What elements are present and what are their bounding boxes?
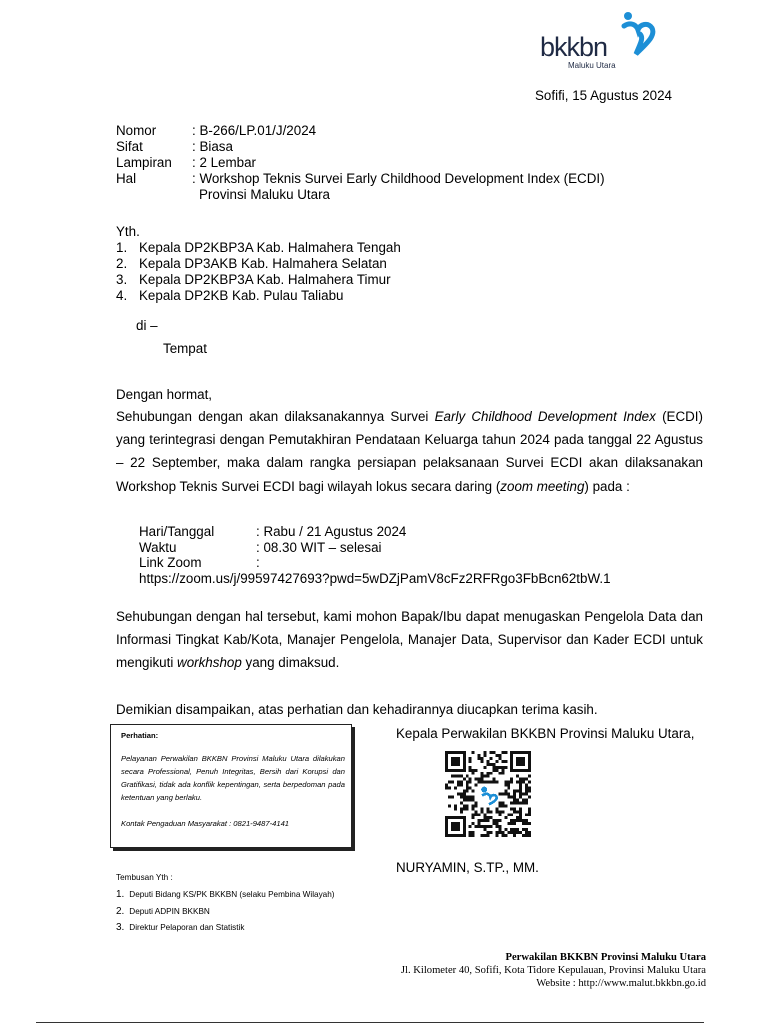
para1-text-c: (ECDI) yang terintegrasi dengan Pemutakhiran Pendataan Keluarga tahun 2024 pada tanggal 22 Agustus – 22 September, maka dalam rangka persiapan pelaksanaan Survei ECDI akan dilaksanakan Workshop Teknis Survei ECDI bagi wilayah lokus secara daring ( — [116, 409, 703, 494]
footer-website[interactable]: Website : http://www.malut.bkkbn.go.id — [536, 978, 706, 989]
para2-text-c: yang dimaksud. — [241, 655, 340, 671]
recipient-number: 3. — [116, 272, 128, 287]
footer-address: Jl. Kilometer 40, Sofifi, Kota Tidore Kepulauan, Provinsi Maluku Utara — [400, 965, 706, 976]
para2-text-a: Sehubungan dengan hal tersebut, kami mohon Bapak/Ibu dapat menugaskan Pengelola Data dan Informasi Tingkat Kab/Kota, Manajer Pengelola, Manajer Data, Supervisor dan Kader ECDI untuk mengikuti — [116, 609, 703, 671]
schedule-label: Link Zoom — [139, 555, 202, 570]
bkkbn-logo — [540, 8, 660, 74]
para1-text-e: ) pada : — [584, 478, 630, 494]
para1-italic-zoom: zoom meeting — [500, 478, 585, 494]
body-paragraph-1 — [116, 405, 703, 498]
recipient-item: Kepala DP2KB Kab. Pulau Taliabu — [139, 288, 344, 303]
logo-subtitle: Maluku Utara — [568, 61, 616, 70]
recipient-item: Kepala DP2KBP3A Kab. Halmahera Tengah — [139, 240, 401, 255]
greeting: Dengan hormat, — [116, 387, 213, 402]
integrity-notice-box — [110, 724, 352, 848]
schedule-label: Hari/Tanggal — [139, 524, 215, 539]
recipient-number: 4. — [116, 288, 128, 303]
signatory-title: Kepala Perwakilan BKKBN Provinsi Maluku Utara, — [396, 726, 695, 741]
recipient-number: 2. — [116, 256, 128, 271]
recipient-item: Kepala DP2KBP3A Kab. Halmahera Timur — [139, 272, 391, 287]
para1-italic-ecdi: Early Childhood Development Index — [434, 409, 656, 424]
recipient-item: Kepala DP3AKB Kab. Halmahera Selatan — [139, 256, 387, 271]
tembusan-text: Deputi Bidang KS/PK BKKBN (selaku Pembina Wilayah) — [129, 890, 335, 899]
notice-contact: Kontak Pengaduan Masyarakat : 0821-9487-4141 — [121, 819, 290, 828]
field-nomor-label: Nomor — [116, 123, 157, 138]
schedule-value: : Rabu / 21 Agustus 2024 — [256, 524, 407, 539]
field-lampiran-value: : 2 Lembar — [192, 155, 257, 170]
notice-body: Pelayanan Perwakilan BKKBN Provinsi Maluku Utara dilakukan secara Professional, Penuh Integritas, Bersih dari Korupsi dan Gratifikasi, tidak ada konflik kepentingan, serta berpedoman pada ketentuan yang berlaku. — [121, 754, 345, 802]
tembusan-number: 1. — [116, 889, 125, 900]
signatory-name: NURYAMIN, S.TP., MM. — [396, 860, 539, 875]
schedule-label: Waktu — [139, 540, 177, 555]
field-lampiran-label: Lampiran — [116, 155, 172, 170]
schedule-value: : — [256, 555, 260, 570]
footer-organization: Perwakilan BKKBN Provinsi Maluku Utara — [505, 952, 706, 963]
notice-title: Perhatian: — [121, 731, 159, 740]
field-nomor-value: : B-266/LP.01/J/2024 — [192, 123, 317, 138]
body-paragraph-2 — [116, 605, 703, 675]
page-bottom-divider — [36, 1022, 704, 1023]
tembusan-item — [116, 906, 210, 918]
logo-wordmark: bkkbn — [540, 32, 608, 62]
tembusan-item — [116, 922, 244, 934]
field-sifat-value: : Biasa — [192, 139, 233, 154]
tembusan-number: 3. — [116, 922, 125, 933]
tembusan-title: Tembusan Yth : — [116, 873, 173, 882]
di-label: di – — [136, 318, 158, 333]
recipient-number: 1. — [116, 240, 128, 255]
para1-text-a: Sehubungan dengan akan dilaksanakannya Survei — [116, 409, 435, 424]
field-hal-continuation: Provinsi Maluku Utara — [199, 187, 330, 202]
tembusan-text: Direktur Pelaporan dan Statistik — [129, 923, 245, 932]
schedule-value: : 08.30 WIT – selesai — [256, 540, 382, 555]
para2-italic-workshop: workhshop — [177, 655, 242, 671]
closing-sentence: Demikian disampaikan, atas perhatian dan kehadirannya diucapkan terima kasih. — [116, 702, 598, 717]
qr-code-signature[interactable] — [445, 751, 531, 837]
tembusan-item — [116, 889, 335, 901]
field-hal-label: Hal — [116, 171, 137, 186]
logo-heart-icon — [620, 10, 656, 56]
tembusan-text: Deputi ADPIN BKKBN — [129, 907, 210, 916]
field-hal-value: : Workshop Teknis Survei Early Childhood Development Index (ECDI) — [192, 171, 605, 186]
zoom-link[interactable]: https://zoom.us/j/99597427693?pwd=5wDZjPamV8cFz2RFRgo3FbBcn62tbW.1 — [139, 571, 611, 586]
tembusan-number: 2. — [116, 906, 125, 917]
tempat-label: Tempat — [163, 341, 207, 356]
place-date: Sofifi, 15 Agustus 2024 — [535, 88, 672, 103]
yth-label: Yth. — [116, 224, 140, 239]
field-sifat-label: Sifat — [116, 139, 143, 154]
